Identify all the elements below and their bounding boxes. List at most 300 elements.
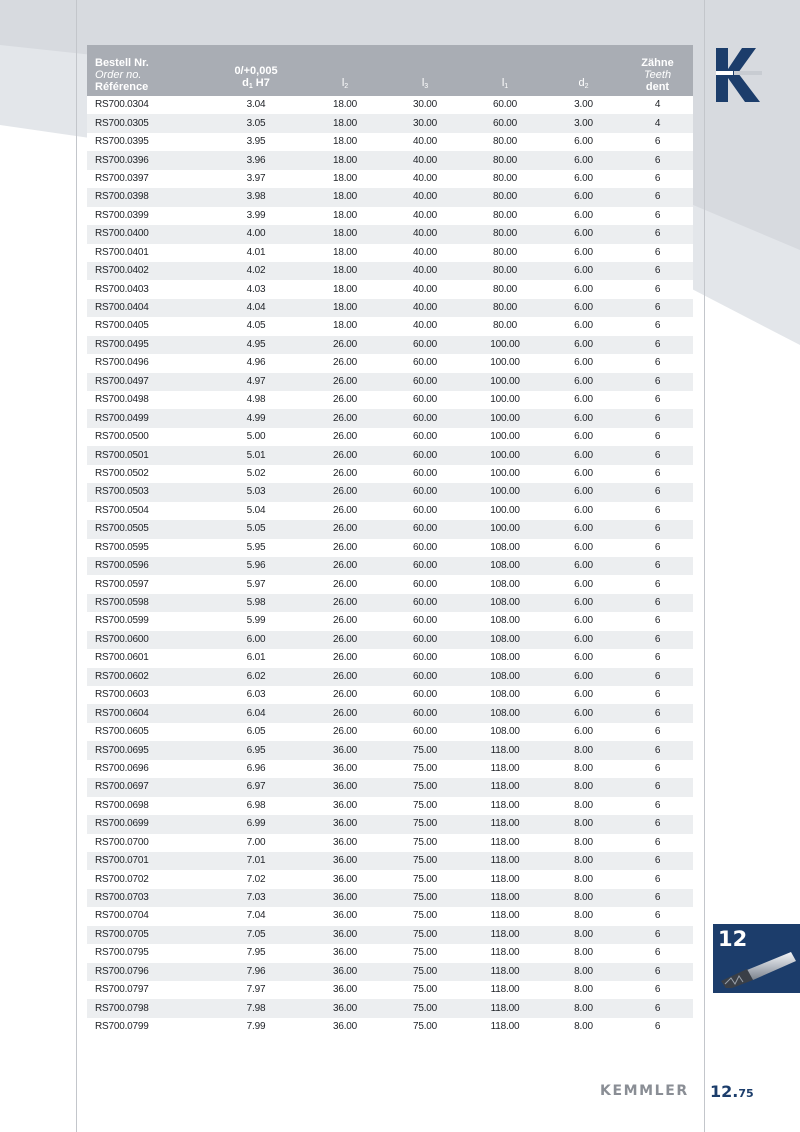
header-ref-german: Bestell Nr. xyxy=(95,57,149,69)
cell-order-no: RS700.0395 xyxy=(87,133,207,151)
kemmler-k-logo-icon xyxy=(716,48,762,102)
cell-order-no: RS700.0499 xyxy=(87,409,207,427)
cell-teeth: 6 xyxy=(622,686,693,704)
cell-l1: 118.00 xyxy=(465,944,545,962)
cell-d2: 6.00 xyxy=(545,465,622,483)
cell-l3: 60.00 xyxy=(385,723,465,741)
cell-d2: 6.00 xyxy=(545,502,622,520)
cell-l3: 75.00 xyxy=(385,852,465,870)
cell-l3: 40.00 xyxy=(385,170,465,188)
cell-l3: 60.00 xyxy=(385,668,465,686)
cell-teeth: 6 xyxy=(622,944,693,962)
cell-teeth: 6 xyxy=(622,465,693,483)
cell-d2: 8.00 xyxy=(545,889,622,907)
right-margin-rule xyxy=(704,0,705,1132)
cell-d2: 8.00 xyxy=(545,741,622,759)
cell-d2: 8.00 xyxy=(545,1018,622,1036)
cell-teeth: 6 xyxy=(622,299,693,317)
cell-l1: 80.00 xyxy=(465,207,545,225)
cell-order-no: RS700.0500 xyxy=(87,428,207,446)
cell-l1: 100.00 xyxy=(465,465,545,483)
cell-l2: 26.00 xyxy=(305,575,385,593)
cell-d1: 7.98 xyxy=(207,999,305,1017)
cell-l3: 60.00 xyxy=(385,649,465,667)
cell-d2: 6.00 xyxy=(545,557,622,575)
cell-teeth: 6 xyxy=(622,373,693,391)
cell-order-no: RS700.0397 xyxy=(87,170,207,188)
cell-l3: 75.00 xyxy=(385,926,465,944)
cell-teeth: 6 xyxy=(622,815,693,833)
cell-l3: 40.00 xyxy=(385,317,465,335)
cell-d1: 4.02 xyxy=(207,262,305,280)
cell-l2: 26.00 xyxy=(305,520,385,538)
cell-order-no: RS700.0399 xyxy=(87,207,207,225)
cell-order-no: RS700.0704 xyxy=(87,907,207,925)
col-header-l2: $l_2$ xyxy=(305,45,385,96)
cell-l1: 80.00 xyxy=(465,299,545,317)
cell-d2: 6.00 xyxy=(545,539,622,557)
cell-l3: 60.00 xyxy=(385,409,465,427)
cell-l2: 18.00 xyxy=(305,225,385,243)
cell-teeth: 6 xyxy=(622,1018,693,1036)
cell-l1: 60.00 xyxy=(465,114,545,132)
cell-d2: 6.00 xyxy=(545,446,622,464)
cell-teeth: 6 xyxy=(622,280,693,298)
cell-d1: 6.02 xyxy=(207,668,305,686)
cell-l2: 26.00 xyxy=(305,723,385,741)
cell-d1: 6.95 xyxy=(207,741,305,759)
cell-order-no: RS700.0503 xyxy=(87,483,207,501)
cell-l1: 108.00 xyxy=(465,594,545,612)
cell-d2: 6.00 xyxy=(545,612,622,630)
cell-l3: 60.00 xyxy=(385,483,465,501)
table-row xyxy=(87,760,693,778)
table-row xyxy=(87,926,693,944)
cell-order-no: RS700.0401 xyxy=(87,244,207,262)
cell-order-no: RS700.0304 xyxy=(87,96,207,114)
cell-l2: 18.00 xyxy=(305,299,385,317)
col-header-l3: $l_3$ xyxy=(385,45,465,96)
cell-teeth: 6 xyxy=(622,502,693,520)
table-row xyxy=(87,870,693,888)
cell-l3: 75.00 xyxy=(385,944,465,962)
table-row xyxy=(87,834,693,852)
cell-d1: 3.05 xyxy=(207,114,305,132)
cell-l1: 118.00 xyxy=(465,815,545,833)
cell-l1: 118.00 xyxy=(465,926,545,944)
cell-order-no: RS700.0404 xyxy=(87,299,207,317)
cell-l1: 118.00 xyxy=(465,963,545,981)
cell-order-no: RS700.0798 xyxy=(87,999,207,1017)
cell-d1: 3.99 xyxy=(207,207,305,225)
table-row xyxy=(87,170,693,188)
cell-order-no: RS700.0396 xyxy=(87,151,207,169)
cell-teeth: 6 xyxy=(622,981,693,999)
table-header-row xyxy=(87,45,693,96)
cell-teeth: 6 xyxy=(622,575,693,593)
cell-l3: 75.00 xyxy=(385,999,465,1017)
cell-d2: 3.00 xyxy=(545,96,622,114)
cell-teeth: 6 xyxy=(622,741,693,759)
cell-l2: 18.00 xyxy=(305,188,385,206)
cell-order-no: RS700.0703 xyxy=(87,889,207,907)
cell-l2: 26.00 xyxy=(305,649,385,667)
cell-l3: 75.00 xyxy=(385,834,465,852)
cell-order-no: RS700.0605 xyxy=(87,723,207,741)
cell-l1: 60.00 xyxy=(465,96,545,114)
cell-order-no: RS700.0696 xyxy=(87,760,207,778)
table-row xyxy=(87,741,693,759)
cell-l2: 36.00 xyxy=(305,778,385,796)
cell-l1: 108.00 xyxy=(465,668,545,686)
cell-teeth: 6 xyxy=(622,963,693,981)
cell-d1: 4.03 xyxy=(207,280,305,298)
table-row xyxy=(87,649,693,667)
cell-order-no: RS700.0497 xyxy=(87,373,207,391)
col-header-l1: $l_1$ xyxy=(465,45,545,96)
table-row xyxy=(87,96,693,114)
cell-order-no: RS700.0398 xyxy=(87,188,207,206)
cell-l3: 60.00 xyxy=(385,594,465,612)
cell-l1: 100.00 xyxy=(465,428,545,446)
cell-d2: 6.00 xyxy=(545,631,622,649)
cell-teeth: 6 xyxy=(622,631,693,649)
header-d1-tolerance: 0/+0,005 xyxy=(234,65,278,77)
cell-d1: 6.05 xyxy=(207,723,305,741)
cell-d1: 7.95 xyxy=(207,944,305,962)
cell-l1: 118.00 xyxy=(465,999,545,1017)
table-row xyxy=(87,981,693,999)
cell-l2: 26.00 xyxy=(305,631,385,649)
cell-d2: 6.00 xyxy=(545,649,622,667)
table-row xyxy=(87,409,693,427)
cell-d2: 8.00 xyxy=(545,870,622,888)
table-row xyxy=(87,317,693,335)
table-row xyxy=(87,336,693,354)
cell-l3: 40.00 xyxy=(385,225,465,243)
cell-order-no: RS700.0604 xyxy=(87,704,207,722)
cell-d1: 3.98 xyxy=(207,188,305,206)
cell-l2: 18.00 xyxy=(305,133,385,151)
cell-l1: 80.00 xyxy=(465,244,545,262)
table-row xyxy=(87,114,693,132)
cell-l2: 36.00 xyxy=(305,889,385,907)
cell-d1: 3.95 xyxy=(207,133,305,151)
cell-l3: 60.00 xyxy=(385,336,465,354)
cell-l2: 18.00 xyxy=(305,244,385,262)
cell-l3: 75.00 xyxy=(385,778,465,796)
cell-d2: 6.00 xyxy=(545,575,622,593)
cell-d1: 7.05 xyxy=(207,926,305,944)
table-row xyxy=(87,280,693,298)
cell-teeth: 6 xyxy=(622,649,693,667)
cell-l2: 36.00 xyxy=(305,741,385,759)
cell-l2: 36.00 xyxy=(305,963,385,981)
cell-order-no: RS700.0498 xyxy=(87,391,207,409)
cell-d2: 6.00 xyxy=(545,668,622,686)
cell-teeth: 6 xyxy=(622,926,693,944)
cell-l3: 75.00 xyxy=(385,981,465,999)
cell-l2: 18.00 xyxy=(305,114,385,132)
cell-d1: 7.04 xyxy=(207,907,305,925)
cell-d2: 8.00 xyxy=(545,815,622,833)
cell-l3: 30.00 xyxy=(385,96,465,114)
cell-d1: 6.99 xyxy=(207,815,305,833)
header-teeth-german: Zähne xyxy=(641,57,674,69)
cell-order-no: RS700.0602 xyxy=(87,668,207,686)
cell-l2: 26.00 xyxy=(305,502,385,520)
cell-teeth: 6 xyxy=(622,889,693,907)
cell-order-no: RS700.0701 xyxy=(87,852,207,870)
table-row xyxy=(87,815,693,833)
cell-teeth: 6 xyxy=(622,520,693,538)
cell-d2: 6.00 xyxy=(545,409,622,427)
cell-order-no: RS700.0496 xyxy=(87,354,207,372)
cell-d2: 6.00 xyxy=(545,299,622,317)
cell-l3: 75.00 xyxy=(385,889,465,907)
table-row xyxy=(87,520,693,538)
cell-d2: 8.00 xyxy=(545,797,622,815)
col-header-d2: $d_2$ xyxy=(545,45,622,96)
cell-l2: 36.00 xyxy=(305,981,385,999)
cell-teeth: 6 xyxy=(622,428,693,446)
cell-d1: 4.97 xyxy=(207,373,305,391)
cell-d2: 8.00 xyxy=(545,999,622,1017)
col-header-teeth xyxy=(622,45,693,96)
cell-l2: 26.00 xyxy=(305,354,385,372)
cell-d1: 6.97 xyxy=(207,778,305,796)
cell-teeth: 6 xyxy=(622,797,693,815)
cell-d1: 6.01 xyxy=(207,649,305,667)
cell-l2: 26.00 xyxy=(305,446,385,464)
cell-l3: 75.00 xyxy=(385,797,465,815)
table-row xyxy=(87,723,693,741)
cell-l3: 40.00 xyxy=(385,133,465,151)
page-chapter: 12. xyxy=(710,1082,739,1101)
cell-l2: 26.00 xyxy=(305,391,385,409)
cell-d2: 8.00 xyxy=(545,834,622,852)
cell-l1: 100.00 xyxy=(465,354,545,372)
cell-l2: 18.00 xyxy=(305,317,385,335)
cell-l1: 108.00 xyxy=(465,612,545,630)
cell-order-no: RS700.0695 xyxy=(87,741,207,759)
cell-teeth: 4 xyxy=(622,114,693,132)
cell-l1: 80.00 xyxy=(465,170,545,188)
cell-d1: 5.99 xyxy=(207,612,305,630)
table-row xyxy=(87,188,693,206)
cell-d2: 8.00 xyxy=(545,852,622,870)
cell-l1: 80.00 xyxy=(465,133,545,151)
cell-d1: 3.97 xyxy=(207,170,305,188)
cell-teeth: 6 xyxy=(622,409,693,427)
cell-d2: 8.00 xyxy=(545,963,622,981)
cell-d1: 5.02 xyxy=(207,465,305,483)
cell-l1: 108.00 xyxy=(465,723,545,741)
cell-l2: 36.00 xyxy=(305,760,385,778)
cell-d2: 6.00 xyxy=(545,317,622,335)
cell-l1: 80.00 xyxy=(465,225,545,243)
header-ref-french: Référence xyxy=(95,81,149,93)
cell-d1: 4.00 xyxy=(207,225,305,243)
cell-teeth: 6 xyxy=(622,557,693,575)
table-row xyxy=(87,446,693,464)
brand-name: KEMMLER xyxy=(600,1083,689,1099)
cell-l3: 60.00 xyxy=(385,557,465,575)
cell-d1: 4.95 xyxy=(207,336,305,354)
cell-d1: 4.04 xyxy=(207,299,305,317)
cell-d2: 6.00 xyxy=(545,336,622,354)
cell-l3: 40.00 xyxy=(385,280,465,298)
cell-l1: 118.00 xyxy=(465,852,545,870)
cell-order-no: RS700.0799 xyxy=(87,1018,207,1036)
table-row xyxy=(87,668,693,686)
cell-l1: 100.00 xyxy=(465,502,545,520)
cell-order-no: RS700.0501 xyxy=(87,446,207,464)
table-row xyxy=(87,594,693,612)
cell-teeth: 6 xyxy=(622,778,693,796)
page-number xyxy=(710,1082,754,1101)
cell-l3: 60.00 xyxy=(385,428,465,446)
table-row xyxy=(87,999,693,1017)
cell-l1: 100.00 xyxy=(465,446,545,464)
cell-teeth: 6 xyxy=(622,539,693,557)
cell-order-no: RS700.0502 xyxy=(87,465,207,483)
cell-l3: 60.00 xyxy=(385,704,465,722)
cell-teeth: 6 xyxy=(622,262,693,280)
cell-d2: 6.00 xyxy=(545,262,622,280)
cell-order-no: RS700.0596 xyxy=(87,557,207,575)
cell-l2: 18.00 xyxy=(305,207,385,225)
cell-teeth: 6 xyxy=(622,391,693,409)
cell-l2: 26.00 xyxy=(305,557,385,575)
cell-d1: 6.04 xyxy=(207,704,305,722)
cell-order-no: RS700.0597 xyxy=(87,575,207,593)
cell-l3: 75.00 xyxy=(385,815,465,833)
cell-l1: 100.00 xyxy=(465,391,545,409)
cell-l3: 60.00 xyxy=(385,373,465,391)
cell-teeth: 6 xyxy=(622,668,693,686)
cell-l3: 40.00 xyxy=(385,244,465,262)
cell-l1: 80.00 xyxy=(465,262,545,280)
cell-l3: 60.00 xyxy=(385,354,465,372)
cell-l2: 26.00 xyxy=(305,612,385,630)
cell-order-no: RS700.0797 xyxy=(87,981,207,999)
cell-order-no: RS700.0402 xyxy=(87,262,207,280)
cell-l3: 60.00 xyxy=(385,391,465,409)
table-row xyxy=(87,557,693,575)
cell-l2: 18.00 xyxy=(305,151,385,169)
cell-teeth: 6 xyxy=(622,760,693,778)
table-row xyxy=(87,1018,693,1036)
cell-l1: 108.00 xyxy=(465,686,545,704)
cell-d1: 6.98 xyxy=(207,797,305,815)
cell-l2: 18.00 xyxy=(305,262,385,280)
cell-l2: 26.00 xyxy=(305,594,385,612)
chapter-tab xyxy=(713,924,800,993)
cell-order-no: RS700.0700 xyxy=(87,834,207,852)
cell-l1: 118.00 xyxy=(465,1018,545,1036)
cell-order-no: RS700.0698 xyxy=(87,797,207,815)
table-row xyxy=(87,428,693,446)
table-row xyxy=(87,244,693,262)
cell-l1: 118.00 xyxy=(465,778,545,796)
header-teeth-french: dent xyxy=(645,81,670,93)
cell-order-no: RS700.0598 xyxy=(87,594,207,612)
cell-l3: 75.00 xyxy=(385,741,465,759)
cell-teeth: 6 xyxy=(622,870,693,888)
cell-order-no: RS700.0599 xyxy=(87,612,207,630)
cell-teeth: 6 xyxy=(622,244,693,262)
cell-l3: 60.00 xyxy=(385,502,465,520)
cell-l2: 36.00 xyxy=(305,1018,385,1036)
cell-teeth: 6 xyxy=(622,151,693,169)
table-row xyxy=(87,612,693,630)
header-teeth-english: Teeth xyxy=(643,69,672,81)
cell-d2: 6.00 xyxy=(545,151,622,169)
cell-teeth: 6 xyxy=(622,317,693,335)
cell-order-no: RS700.0603 xyxy=(87,686,207,704)
cell-l3: 60.00 xyxy=(385,575,465,593)
cell-l2: 18.00 xyxy=(305,280,385,298)
cell-l3: 75.00 xyxy=(385,907,465,925)
cell-l2: 36.00 xyxy=(305,852,385,870)
cell-l1: 108.00 xyxy=(465,649,545,667)
cell-l3: 75.00 xyxy=(385,963,465,981)
cell-teeth: 6 xyxy=(622,907,693,925)
cell-order-no: RS700.0697 xyxy=(87,778,207,796)
header-ref-english: Order no. xyxy=(95,69,142,81)
cell-l3: 40.00 xyxy=(385,151,465,169)
cell-teeth: 6 xyxy=(622,207,693,225)
product-table xyxy=(87,45,693,1036)
table-row xyxy=(87,151,693,169)
cell-d1: 5.98 xyxy=(207,594,305,612)
cell-d2: 6.00 xyxy=(545,133,622,151)
cell-teeth: 6 xyxy=(622,170,693,188)
cell-l3: 75.00 xyxy=(385,870,465,888)
cell-d2: 6.00 xyxy=(545,428,622,446)
table-row xyxy=(87,889,693,907)
table-row xyxy=(87,539,693,557)
cell-d1: 4.01 xyxy=(207,244,305,262)
cell-d2: 6.00 xyxy=(545,704,622,722)
cell-l2: 26.00 xyxy=(305,465,385,483)
cell-l1: 118.00 xyxy=(465,889,545,907)
cell-l1: 80.00 xyxy=(465,188,545,206)
cell-order-no: RS700.0505 xyxy=(87,520,207,538)
page-sub: 75 xyxy=(738,1087,754,1100)
cell-teeth: 6 xyxy=(622,723,693,741)
cell-l3: 40.00 xyxy=(385,188,465,206)
dimension-table xyxy=(87,45,693,1036)
cell-d1: 4.98 xyxy=(207,391,305,409)
table-row xyxy=(87,778,693,796)
cell-l1: 80.00 xyxy=(465,280,545,298)
cell-d1: 7.97 xyxy=(207,981,305,999)
table-row xyxy=(87,483,693,501)
table-row xyxy=(87,686,693,704)
cell-d1: 7.02 xyxy=(207,870,305,888)
cell-l3: 30.00 xyxy=(385,114,465,132)
cell-l3: 40.00 xyxy=(385,299,465,317)
table-row xyxy=(87,299,693,317)
cell-l1: 118.00 xyxy=(465,797,545,815)
table-row xyxy=(87,262,693,280)
cell-d1: 5.01 xyxy=(207,446,305,464)
cell-teeth: 6 xyxy=(622,612,693,630)
cell-l1: 100.00 xyxy=(465,520,545,538)
table-body xyxy=(87,96,693,1036)
